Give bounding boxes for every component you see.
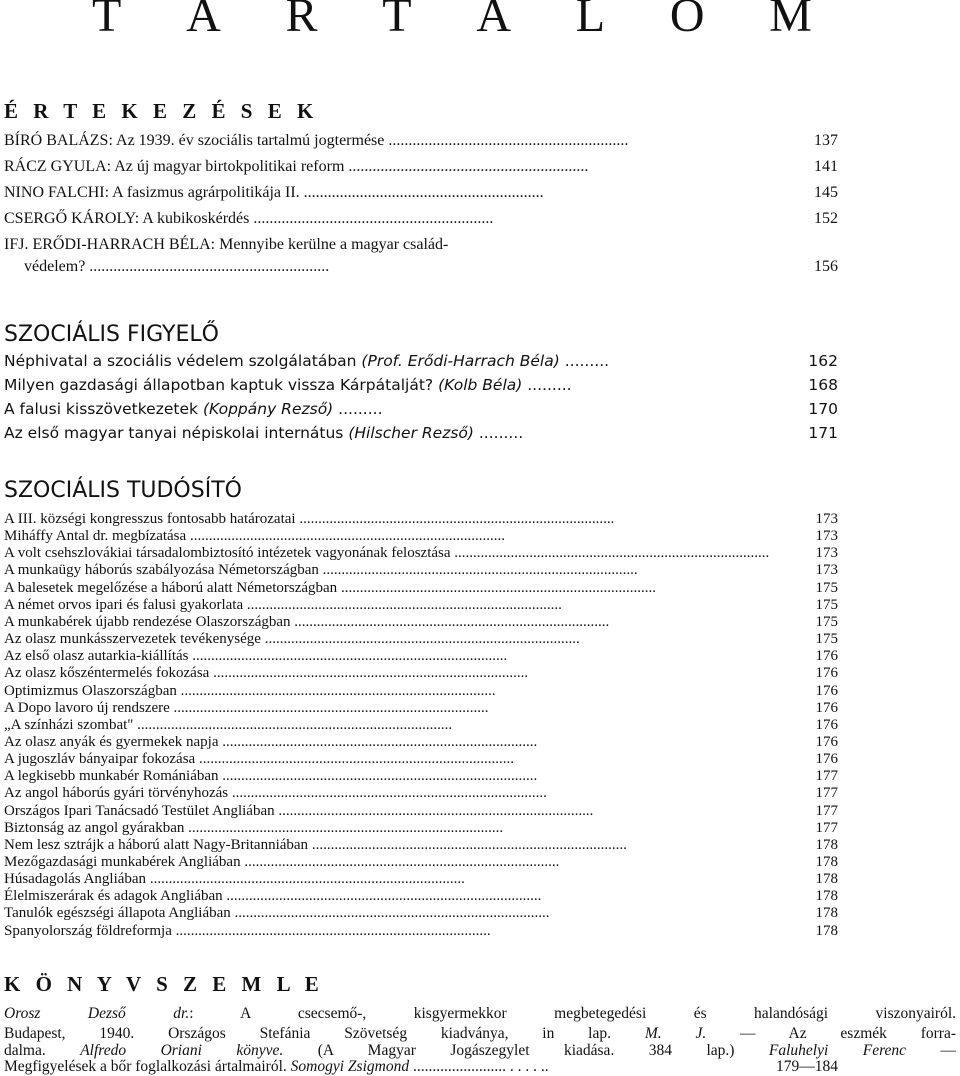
toc-entry-title: Biztonság az angol gyárakban [4, 819, 185, 836]
toc-entry: RÁCZ GYULA: Az új magyar birtokpolitikai reform ............................................................ 141 [4, 158, 838, 175]
toc-entry-author: (Prof. Erődi-Harrach Béla) [361, 352, 560, 370]
toc-entry-title: Nem lesz sztrájk a háború alatt Nagy-Britanniában [4, 836, 309, 853]
toc-entry-title: NINO FALCHI: A fasizmus agrárpolitikája II. [4, 184, 300, 201]
page-number: 177 [815, 802, 838, 819]
toc-entry-title: Milyen gazdasági állapotban kaptuk vissza Kárpátalját? [4, 376, 434, 394]
toc-entry-title: Az első magyar tanyai népiskolai internátus [4, 424, 344, 442]
title-letter: L [575, 0, 606, 42]
toc-entry-title: Az olasz anyák és gyermekek napja [4, 733, 219, 750]
toc-entry-author: (Hilscher Rezső) [348, 424, 474, 442]
page-number: 152 [814, 210, 838, 227]
toc-entry-title: Az első olasz autarkia-kiállítás [4, 648, 189, 665]
toc-entry: NINO FALCHI: A fasizmus agrárpolitikája II. ............................................................ 145 [4, 184, 838, 201]
toc-entry-title: Miháffy Antal dr. megbízatása [4, 528, 187, 545]
toc-entry: Az olasz anyák és gyermekek napja .................................................................................... 176 [4, 733, 838, 750]
page-title [92, 0, 812, 43]
page-number: 176 [815, 682, 838, 699]
toc-entry-title: RÁCZ GYULA: Az új magyar birtokpolitikai reform [4, 158, 345, 175]
toc-entry: Mezőgazdasági munkabérek Angliában .................................................................................... 178 [4, 854, 838, 870]
toc-entry-title: Optimizmus Olaszországban [4, 682, 177, 699]
toc-entry: Húsadagolás Angliában .................................................................................... 178 [4, 871, 838, 888]
toc-entry: Országos Ipari Tanácsadó Testület Angliában .................................................................................... 177 [4, 802, 838, 819]
toc-entry: A legkisebb munkabér Romániában .................................................................................... 177 [4, 768, 838, 785]
toc-entry-title: Az olasz munkásszervezetek tevékenysége [4, 631, 261, 648]
toc-entry: Az első olasz autarkia-kiállítás .................................................................................... 176 [4, 648, 838, 665]
title-letter: O [669, 0, 705, 42]
toc-entry-title: Élelmiszerárak és adagok Angliában [4, 888, 223, 905]
toc-entry-title: A Dopo lavoro új rendszere [4, 699, 170, 716]
toc-entry: A munkaügy háborús szabályozása Németországban .................................................................................... 173 [4, 562, 838, 579]
toc-entry: A jugoszláv bányaipar fokozása .................................................................................... 176 [4, 751, 838, 768]
page-number: 179—184 [776, 1058, 838, 1075]
page-number: 175 [815, 579, 838, 596]
section-heading-ertekezesek: É R T E K E Z É S E K [4, 99, 319, 123]
toc-entry: A munkabérek újabb rendezése Olaszországban .................................................................................... 175 [4, 613, 838, 630]
book-review-line: Budapest, 1940. Országos Stefánia Szövetség kiadványa, in lap. M. J. — Az eszmék forra- [4, 1025, 956, 1042]
page-number: 176 [815, 716, 838, 733]
toc-entry: A volt csehszlovákiai társadalombiztosító intézetek vagyonának felosztása .................................................................................... 173 [4, 545, 838, 562]
toc-entry: Milyen gazdasági állapotban kaptuk vissza Kárpátalját? (Kolb Béla) ......... 168 [4, 376, 838, 394]
page-number: 177 [815, 768, 838, 785]
toc-entry: A Dopo lavoro új rendszere .................................................................................... 176 [4, 699, 838, 716]
toc-entry-title: A munkabérek újabb rendezése Olaszországban [4, 613, 291, 630]
toc-entry-author: (Kolb Béla) [438, 376, 523, 394]
page-number: 162 [808, 352, 838, 370]
toc-entry-title: BÍRÓ BALÁZS: Az 1939. év szociális tartalmú jogtermése [4, 132, 385, 149]
toc-entry: A német orvos ipari és falusi gyakorlata .................................................................................... 175 [4, 596, 838, 613]
toc-entry: A falusi kisszövetkezetek (Koppány Rezső) ......... 170 [4, 400, 838, 418]
page-number: 178 [815, 871, 838, 888]
toc-entry-title: CSERGŐ KÁROLY: A kubikoskérdés [4, 210, 250, 227]
page-number: 176 [815, 699, 838, 716]
toc-entry: „A színházi szombat" .................................................................................... 176 [4, 716, 838, 733]
toc-entry: Az első magyar tanyai népiskolai internátus (Hilscher Rezső) ......... 171 [4, 424, 838, 442]
toc-entry-title: Spanyolország földreformja [4, 922, 172, 939]
toc-entry-title: A jugoszláv bányaipar fokozása [4, 751, 196, 768]
book-review-last-line: Megfigyelések a bőr foglalkozási ártalmairól. Somogyi Zsigmond ........................ . . . . .. 179—184 [4, 1058, 838, 1075]
toc-entry-title: IFJ. ERŐDI-HARRACH BÉLA: Mennyibe kerülne a magyar család- [4, 236, 449, 253]
toc-entry-title: A legkisebb munkabér Romániában [4, 768, 219, 785]
page-number: 178 [815, 854, 838, 870]
page-number: 175 [815, 596, 838, 613]
page-number: 178 [815, 836, 838, 853]
toc-entry-author: (Koppány Rezső) [202, 400, 334, 418]
page-number: 141 [814, 158, 838, 175]
page-number: 173 [815, 528, 838, 545]
page-number: 177 [815, 819, 838, 836]
title-letter: T [92, 0, 122, 42]
page-number: 178 [815, 905, 838, 922]
page-number: 178 [815, 888, 838, 905]
book-review-line: Orosz Dezső dr.: A csecsemő-, kisgyermekkor megbetegedési és halandósági viszonyairól. [4, 1005, 957, 1022]
page-number: 175 [815, 613, 838, 630]
title-letter: M [769, 0, 812, 42]
title-letter: A [186, 0, 221, 42]
page-number: 175 [815, 631, 838, 648]
toc-entry: A III. községi kongresszus fontosabb határozatai .................................................................................... 173 [4, 511, 838, 527]
page-number: 176 [815, 751, 838, 768]
page-number: 171 [808, 424, 838, 442]
toc-entry: Spanyolország földreformja .................................................................................... 178 [4, 922, 838, 939]
page-number: 173 [815, 545, 838, 562]
page-number: 173 [815, 511, 838, 527]
toc-entry-title: Az angol háborús gyári törvényhozás [4, 785, 229, 802]
section-heading-tudosito: SZOCIÁLIS TUDÓSÍTÓ [4, 478, 242, 503]
section-heading-konyvszemle: K Ö N Y V S Z E M L E [4, 972, 324, 996]
toc-entry-title: A balesetek megelőzése a háború alatt Németországban [4, 579, 338, 596]
toc-entry-title: A III. községi kongresszus fontosabb határozatai [4, 511, 296, 527]
toc-entry-title: Tanulók egészségi állapota Angliában [4, 905, 231, 922]
toc-entry: Biztonság az angol gyárakban .................................................................................... 177 [4, 819, 838, 836]
toc-entry-title: védelem? [24, 258, 86, 275]
toc-entry-title: A munkaügy háborús szabályozása Németországban [4, 562, 319, 579]
page-number: 145 [814, 184, 838, 201]
toc-entry-title: Országos Ipari Tanácsadó Testület Angliában [4, 802, 275, 819]
page-number: 156 [814, 258, 838, 275]
page-number: 177 [815, 785, 838, 802]
toc-entry: Tanulók egészségi állapota Angliában .................................................................................... 178 [4, 905, 838, 922]
title-letter: A [476, 0, 512, 42]
page-number: 173 [815, 562, 838, 579]
toc-entry-title: „A színházi szombat" [4, 716, 134, 733]
toc-entry: Élelmiszerárak és adagok Angliában .................................................................................... 178 [4, 888, 838, 905]
page-number: 176 [815, 733, 838, 750]
book-review-line: dalma. Alfredo Oriani könyve. (A Magyar Jogászegylet kiadása. 384 lap.) Faluhelyi Ferenc — [4, 1042, 957, 1059]
toc-entry-title: A falusi kisszövetkezetek [4, 400, 198, 418]
section-heading-figyelo: SZOCIÁLIS FIGYELŐ [4, 322, 219, 347]
toc-entry: CSERGŐ KÁROLY: A kubikoskérdés ............................................................ 152 [4, 210, 838, 227]
toc-entry: Az olasz kőszéntermelés fokozása .................................................................................... 176 [4, 665, 838, 682]
toc-entry: Optimizmus Olaszországban .................................................................................... 176 [4, 682, 838, 699]
page-number: 178 [815, 922, 838, 939]
toc-entry: Nem lesz sztrájk a háború alatt Nagy-Britanniában .................................................................................... 178 [4, 836, 838, 853]
toc-entry-title: A német orvos ipari és falusi gyakorlata [4, 596, 244, 613]
title-letter: R [285, 0, 318, 42]
page-number: 137 [814, 132, 838, 149]
page-number: 168 [808, 376, 838, 394]
toc-entry-title: Az olasz kőszéntermelés fokozása [4, 665, 210, 682]
toc-entry: BÍRÓ BALÁZS: Az 1939. év szociális tartalmú jogtermése ............................................................ 137 [4, 132, 838, 149]
toc-entry-title: Húsadagolás Angliában [4, 871, 147, 888]
page-number: 176 [815, 648, 838, 665]
toc-entry-title: Mezőgazdasági munkabérek Angliában [4, 854, 241, 870]
toc-entry: Az angol háborús gyári törvényhozás .................................................................................... 177 [4, 785, 838, 802]
toc-entry: Néphivatal a szociális védelem szolgálatában (Prof. Erődi-Harrach Béla) ......... 162 [4, 352, 838, 370]
toc-entry-title: A volt csehszlovákiai társadalombiztosító intézetek vagyonának felosztása [4, 545, 451, 562]
toc-entry: A balesetek megelőzése a háború alatt Németországban .................................................................................... 175 [4, 579, 838, 596]
page-number: 170 [808, 400, 838, 418]
title-letter: T [382, 0, 412, 42]
toc-entry: Miháffy Antal dr. megbízatása .................................................................................... 173 [4, 528, 838, 545]
toc-entry: Az olasz munkásszervezetek tevékenysége .................................................................................... 175 [4, 631, 838, 648]
toc-entry-title: Néphivatal a szociális védelem szolgálatában [4, 352, 357, 370]
page-number: 176 [815, 665, 838, 682]
toc-entry [4, 236, 838, 254]
toc-entry: védelem? ............................................................ 156 [24, 258, 838, 275]
